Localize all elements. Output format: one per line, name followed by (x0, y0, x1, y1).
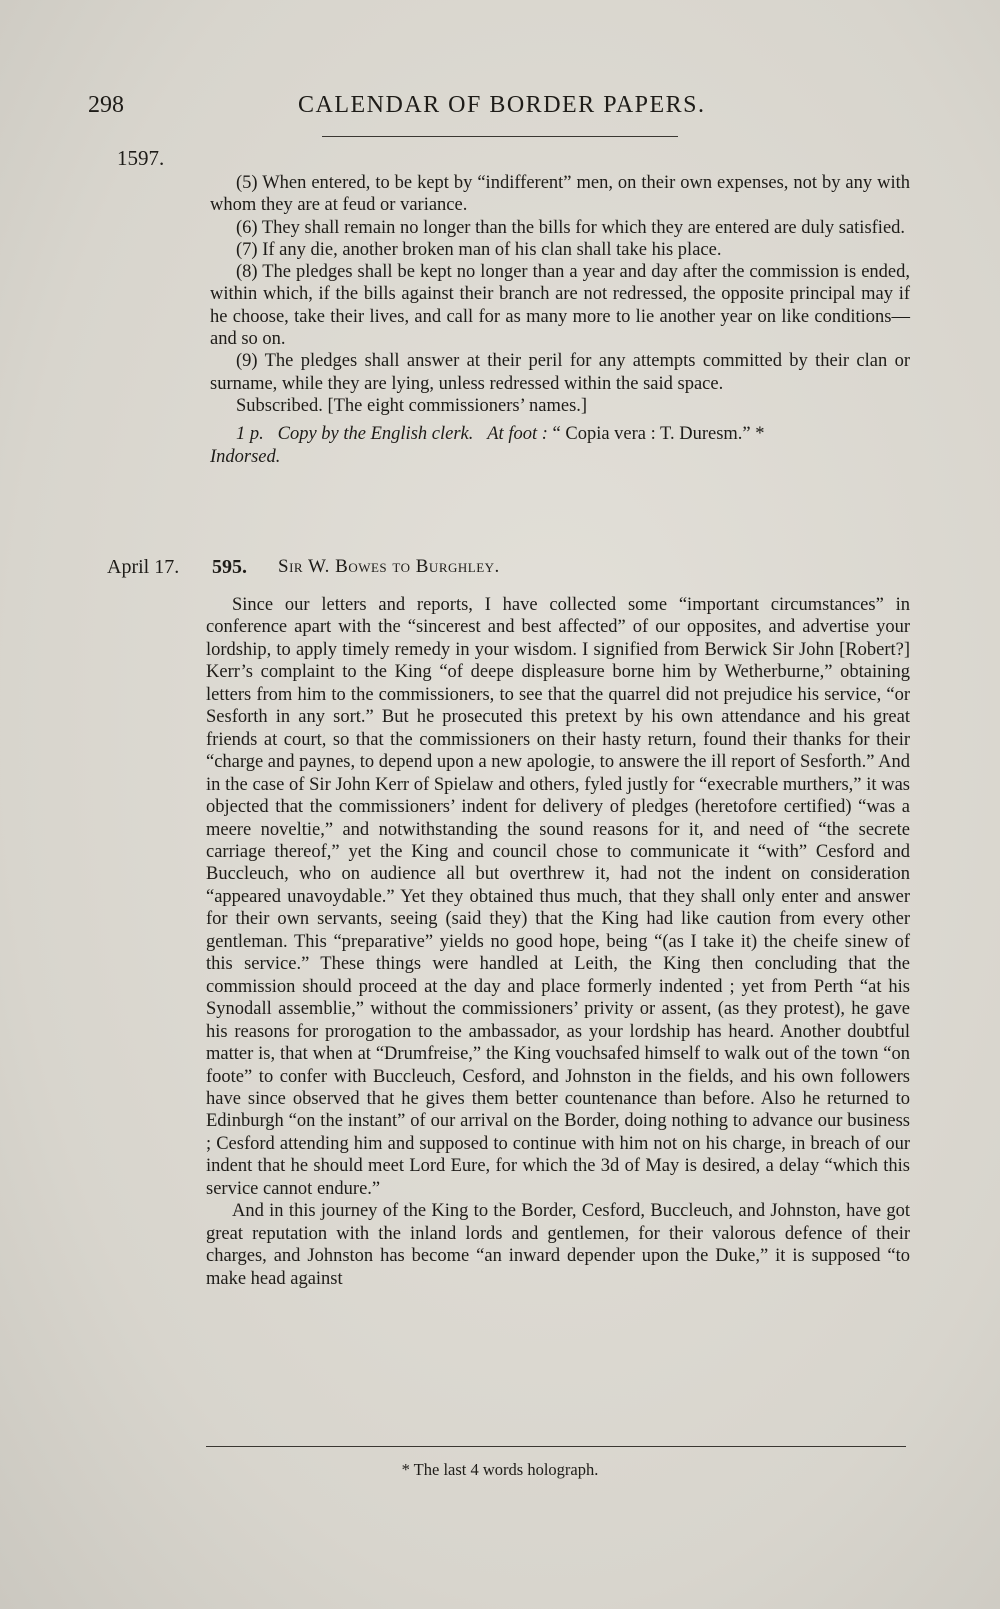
footnote-rule (206, 1446, 906, 1447)
letter-body (206, 594, 910, 1290)
page-header (88, 92, 908, 132)
entry-title: Sir W. Bowes to Burghley. (278, 556, 500, 577)
letter-paragraph: And in this journey of the King to the Border, Cesford, Buccleuch, and Johnston, have got great reputation with the inland lords and gentlemen, for their valorous defence of their charges, and Johnston has become “an inward depender upon the Duke,” it is supposed “to make head against (206, 1201, 910, 1289)
condition-8: (8) The pledges shall be kept no longer than a year and day after the commission is ended, within which, if the bills against their branch are not redressed, the opposite principal may if he choose, take their lives, and call for as many more to lie another year on like conditions—and so on. (210, 262, 910, 350)
indorsed-label: Indorsed. (210, 446, 281, 467)
condition-6: (6) They shall remain no longer than the bills for which they are entered are duly satisfied. (236, 217, 906, 238)
subscribed-line: Subscribed. [The eight commissioners’ names.] (236, 395, 588, 416)
source-desc: Copy by the English clerk. (277, 424, 474, 445)
condition-5: (5) When entered, to be kept by “indifferent” men, on their own expenses, not by any with whom they are at feud or variance. (210, 173, 910, 216)
condition-7: (7) If any die, another broken man of his clan shall take his place. (236, 239, 722, 260)
letter-paragraph: Since our letters and reports, I have collected some “important circumstances” in conference apart with the “sincerest and best affected” of our opposites, and advertise your lordship, to apply timely remedy in your wisdom. I signified from Berwick Sir John [Robert?] Kerr’s complaint to the King “of deepe displeasure borne him by Wetherburne,” obtaining letters from him to the commissioners, to see that the quarrel did not prejudice his service, “or Sesforth in any sort.” But he prosecuted this pretext by his own attendance and his great friends at court, so that the commissioners on their hasty return, found their thanks for their “charge and paynes, to depend upon a new apologie, to answere the ill report of Sesforth.” And in the case of Sir John Kerr of Spielaw and others, fyled justly for “execrable murthers,” it was objected that the commissioners’ indent for delivery of pledges (heretofore certified) “was a meere noveltie,” and notwithstanding the sound reasons for it, and need of “the secrete carriage thereof,” yet the King and council chose to communicate it “with” Cesford and Buccleuch, who on audience all but overthrew it, had not the indent on consideration “appeared unavoydable.” Yet they obtained thus much, that they shall only enter and answer for their own servants, seeing (said they) that the King had like caution from every other gentleman. This “preparative” yields no good hope, being “(as I take it) the cheife sinew of this service.” These things were handled at Leith, the King then concluding that the commission should proceed at the day and place formerly indented ; yet from Perth “at his Synodall assemblie,” without the commissioners’ privity or assent, (as they protest), he gave his reasons for prorogation to the ambassador, as your lordship has heard. Another doubtful matter is, that when at “Drumfreise,” the King vouchsafed himself to walk out of the town “on foote” to confer with Buccleuch, Cesford, and Johnston in the fields, and his own followers have since observed that he gives them better countenance than before. Also he returned to Edinburgh “on the instant” of our arrival on the Border, doing nothing to advance our business ; Cesford attending him and supposed to continue with him not on his charge, in breach of our indent that he should meet Lord Eure, for which the 3d of May is desired, a delay “which this service cannot endure.” (206, 595, 910, 1199)
year-marker: 1597. (117, 146, 165, 170)
running-head: CALENDAR OF BORDER PAPERS. (298, 92, 706, 118)
footnote: * The last 4 words holograph. (401, 1460, 599, 1479)
source-size: 1 p. (236, 424, 264, 445)
source-note (210, 423, 910, 468)
atfoot-label: At foot : (487, 424, 548, 445)
condition-9: (9) The pledges shall answer at their peril for any attempts committed by their clan or surname, while they are lying, unless redressed within the said space. (210, 351, 910, 394)
pledge-conditions (210, 172, 910, 468)
page-number: 298 (88, 92, 124, 118)
entry-date: April 17. (107, 556, 180, 578)
entry-number: 595. (212, 556, 247, 578)
header-rule (322, 136, 678, 137)
atfoot-text: “ Copia vera : T. Duresm.” * (552, 424, 765, 445)
